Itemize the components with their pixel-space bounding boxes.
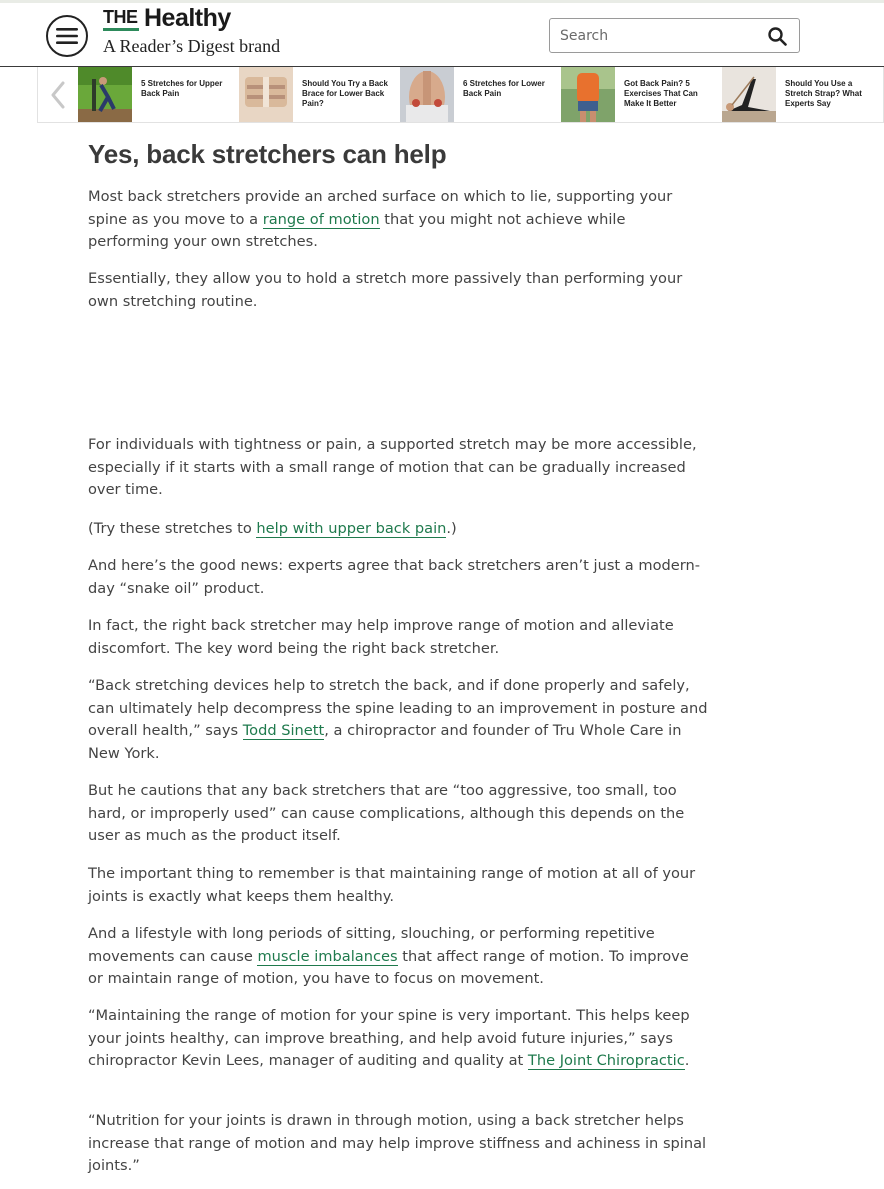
search-box xyxy=(549,18,800,53)
logo-healthy: Healthy xyxy=(144,4,231,32)
carousel-card[interactable] xyxy=(78,67,239,122)
search-icon[interactable] xyxy=(768,27,787,46)
article-paragraph: (Try these stretches to help with upper back pain.) xyxy=(88,520,457,537)
article-paragraph: The important thing to remember is that maintaining range of motion at all of your joints is exactly what keeps them healthy. xyxy=(88,865,696,905)
related-articles-carousel xyxy=(37,67,884,123)
link-muscle-imbalances[interactable]: muscle imbalances xyxy=(257,947,398,965)
card-thumbnail-image xyxy=(239,67,293,122)
article-paragraph: Essentially, they allow you to hold a stretch more passively than performing your own stretching routine. xyxy=(88,270,683,310)
card-title: 6 Stretches for Lower Back Pain xyxy=(463,79,545,98)
logo-tagline: A Reader’s Digest brand xyxy=(103,36,281,56)
search-input[interactable] xyxy=(550,19,760,52)
logo-the: THE xyxy=(103,7,138,27)
menu-button[interactable] xyxy=(46,15,88,57)
card-title: Should You Use a Stretch Strap? What Experts Say xyxy=(785,79,862,108)
card-title: Got Back Pain? 5 Exercises That Can Make It Better xyxy=(624,79,698,108)
card-thumbnail-image xyxy=(722,67,776,122)
logo-accent-bar xyxy=(103,28,139,31)
link-todd-sinett[interactable]: Todd Sinett xyxy=(242,722,325,740)
carousel-prev-button[interactable] xyxy=(38,67,78,122)
carousel-card[interactable] xyxy=(722,67,883,122)
card-thumbnail-image xyxy=(400,67,454,122)
card-thumbnail-image xyxy=(561,67,615,122)
link-the-joint-chiropractic[interactable]: The Joint Chiropractic xyxy=(527,1052,685,1070)
carousel-card[interactable] xyxy=(400,67,561,122)
article-paragraph: “Maintaining the range of motion for your spine is very important. This helps keep your joints healthy, can improve breathing, and help avoid future injuries,” says chiropractor Kevin Lees, manager of auditing and quality at The Joint Chiropractic. xyxy=(88,1007,690,1070)
article-paragraph: For individuals with tightness or pain, a supported stretch may be more accessible, especially if it starts with a small range of motion that can be gradually increased over time. xyxy=(88,436,697,499)
article-paragraph: In fact, the right back stretcher may help improve range of motion and alleviate discomfort. The key word being the right back stretcher. xyxy=(88,617,674,657)
link-range-of-motion[interactable]: range of motion xyxy=(262,210,380,228)
article-body xyxy=(88,138,708,1175)
article-paragraph: And a lifestyle with long periods of sitting, slouching, or performing repetitive movements can cause muscle imbalances that affect range of motion. To improve or maintain range of motion, you have to focus on movement. xyxy=(88,925,689,988)
article-paragraph: And here’s the good news: experts agree that back stretchers aren’t just a modern-day “snake oil” product. xyxy=(88,557,701,597)
link-upper-back-pain[interactable]: help with upper back pain xyxy=(256,520,447,537)
article-paragraph: “Nutrition for your joints is drawn in through motion, using a back stretcher helps increase that range of motion and may help improve stiffness and achiness in spinal joints.” xyxy=(88,1112,707,1175)
chevron-left-icon xyxy=(51,81,65,109)
article-paragraph: “Back stretching devices help to stretch the back, and if done properly and safely, can ultimately help decompress the spine leading to an improvement in posture and overall health,” says Todd Sinett, a chiropractor and founder of Tru Whole Care in New York. xyxy=(88,677,708,763)
hamburger-icon xyxy=(56,27,78,45)
card-title: 5 Stretches for Upper Back Pain xyxy=(141,79,223,98)
article-paragraph: But he cautions that any back stretchers that are “too aggressive, too small, too hard, or improperly used” can cause complications, although this depends on the user as much as the product itself. xyxy=(88,782,685,845)
site-header xyxy=(0,3,884,67)
card-title: Should You Try a Back Brace for Lower Back Pain? xyxy=(302,79,388,108)
section-heading: Yes, back stretchers can help xyxy=(88,139,447,169)
card-thumbnail-image xyxy=(78,67,132,122)
carousel-card[interactable] xyxy=(239,67,400,122)
carousel-card[interactable] xyxy=(561,67,722,122)
article-paragraph: Most back stretchers provide an arched surface on which to lie, supporting your spine as you move to a range of motion that you might not achieve while performing your own stretches. xyxy=(88,188,673,251)
